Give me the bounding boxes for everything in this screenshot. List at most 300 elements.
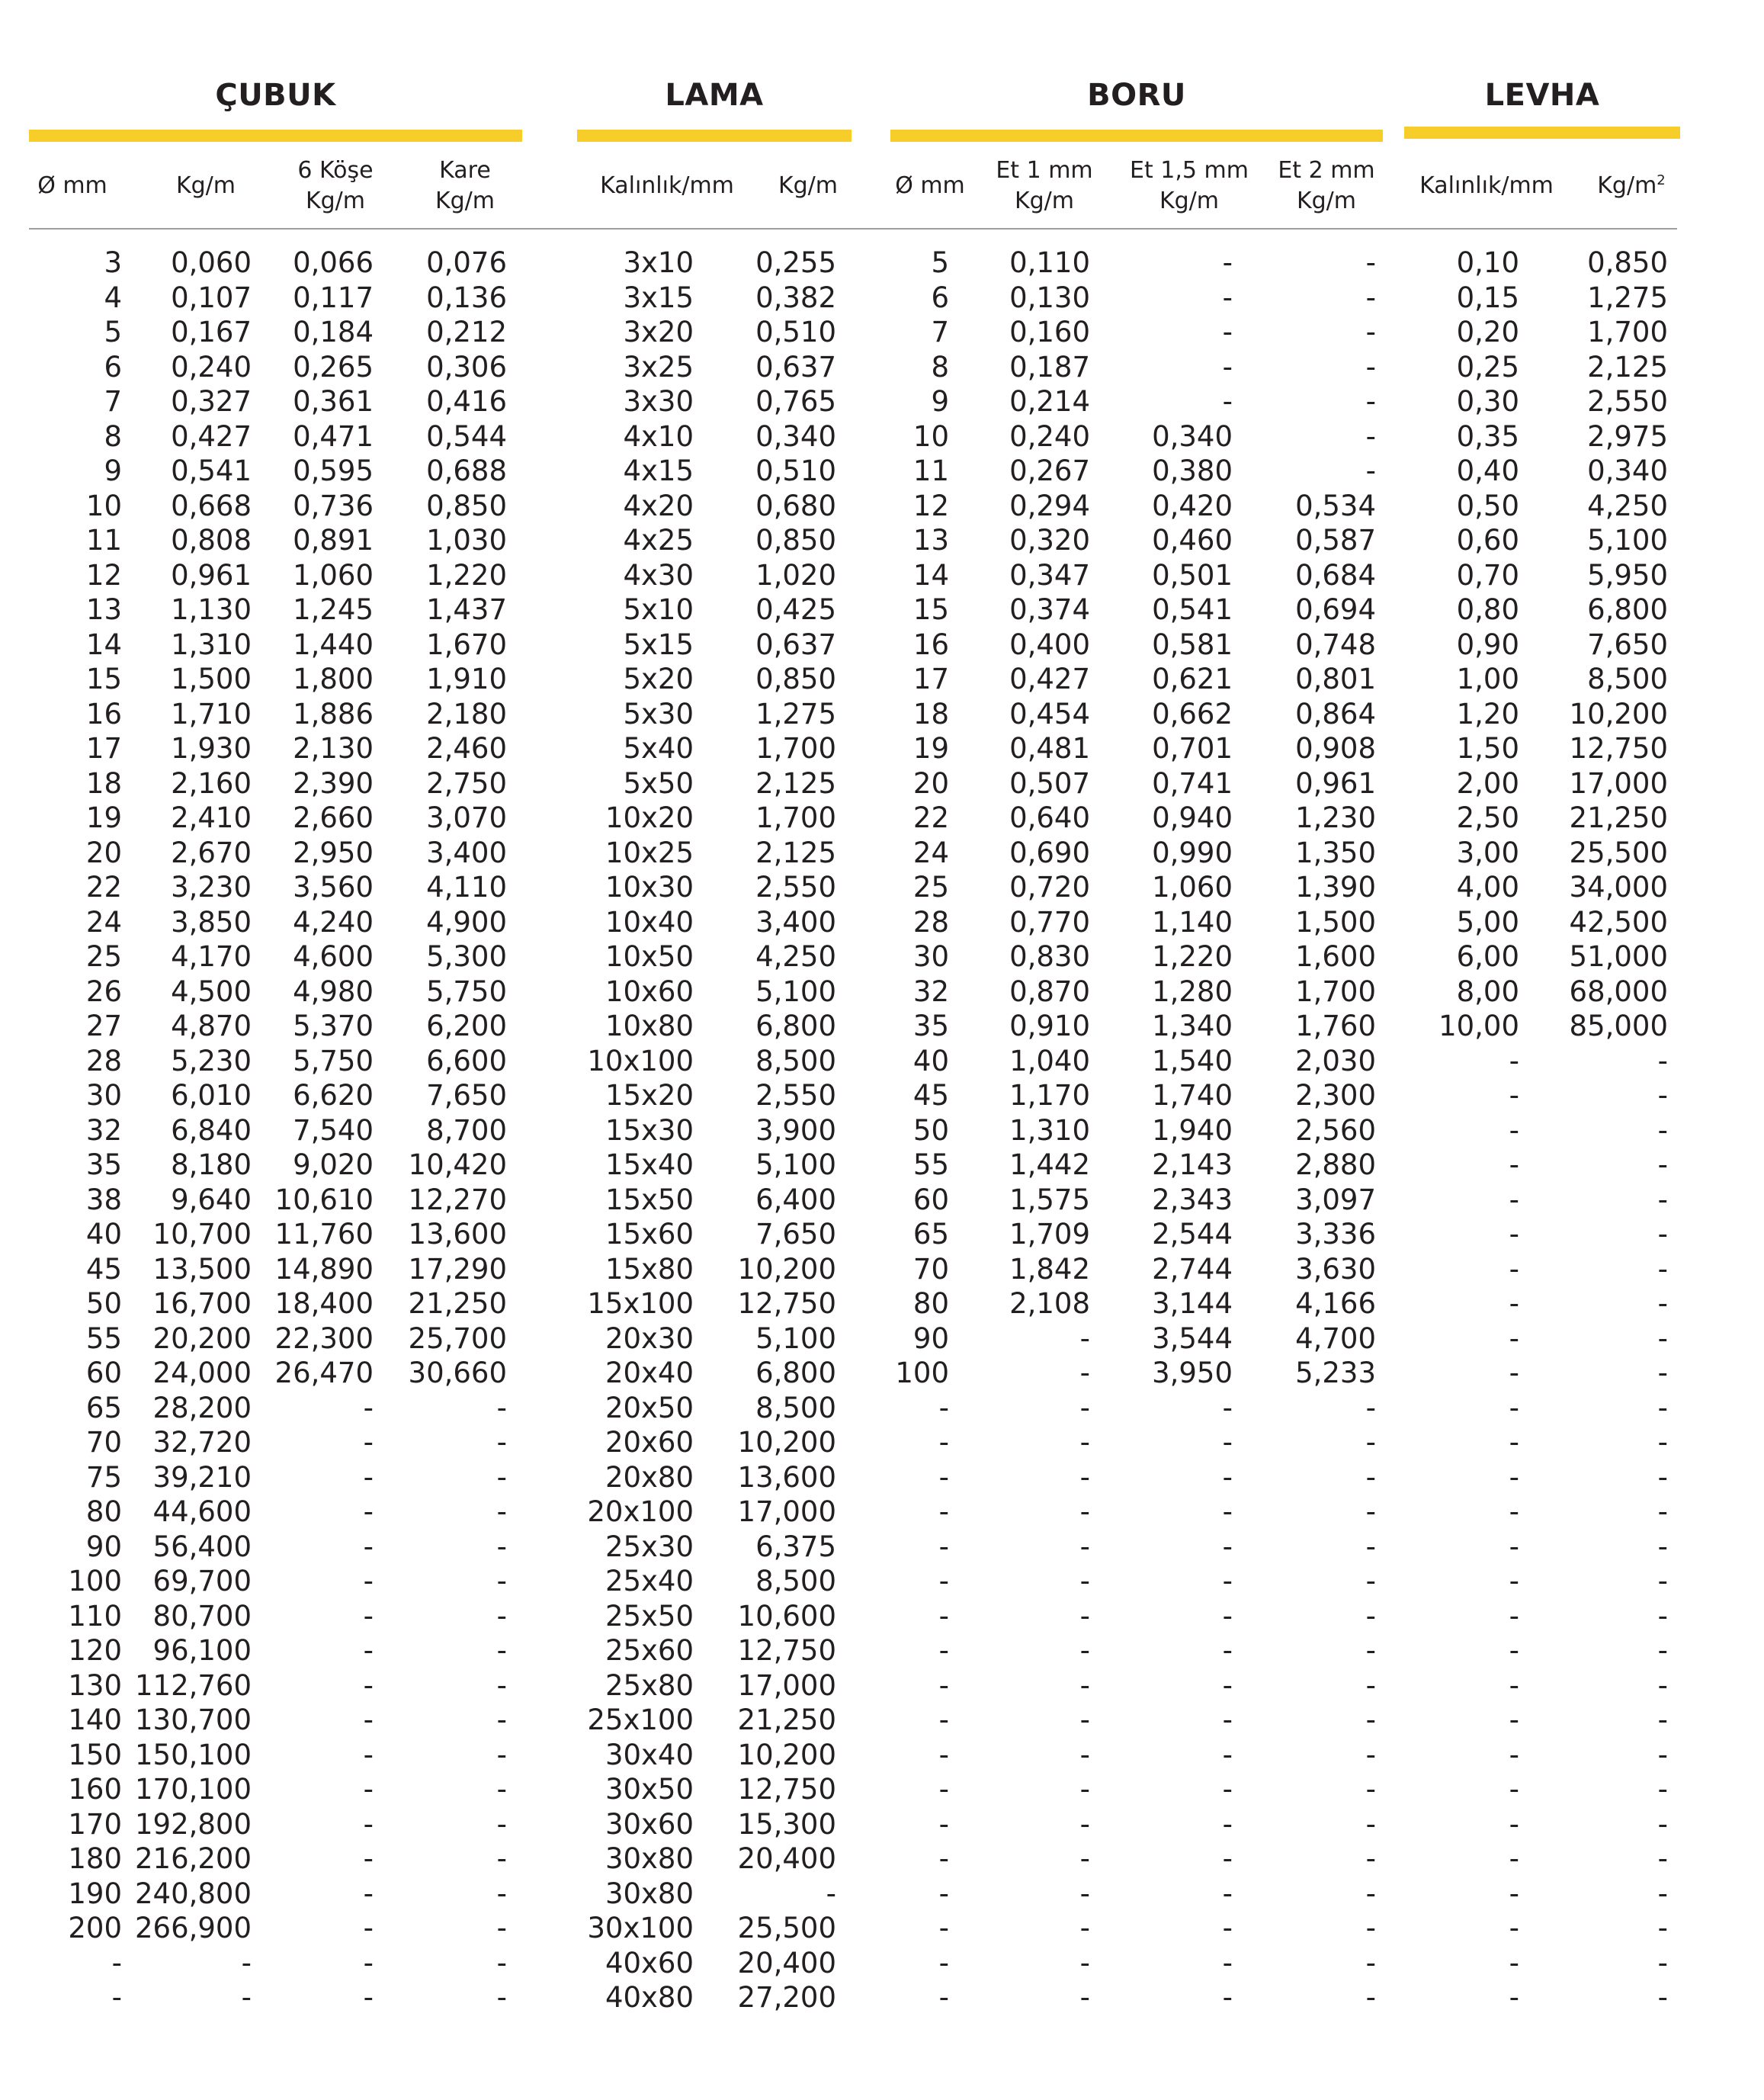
cell-cubuk_6k: 10,610 bbox=[274, 1183, 374, 1216]
cell-cubuk_kg: 3,230 bbox=[171, 871, 252, 904]
cell-cubuk_kare: 25,700 bbox=[408, 1321, 507, 1355]
cell-cubuk_kg: 24,000 bbox=[152, 1357, 252, 1389]
cell-boru_dia: 30 bbox=[912, 940, 949, 973]
cell-lama_kal: 3x10 bbox=[623, 246, 694, 279]
cell-levha_kal: 0,25 bbox=[1456, 350, 1519, 384]
table-row bbox=[0, 315, 1764, 350]
cell-boru_et15: - bbox=[1222, 1946, 1233, 1980]
cell-cubuk_6k: 2,950 bbox=[293, 836, 374, 869]
col-header-boru-et2: Et 2 mm Kg/m bbox=[1278, 157, 1375, 214]
cell-boru_et2: - bbox=[1365, 281, 1376, 314]
cell-lama_kg: - bbox=[826, 1877, 836, 1910]
cell-lama_kal: 10x60 bbox=[605, 975, 694, 1008]
cell-lama_kal: 3x15 bbox=[623, 281, 694, 314]
cell-levha_kal: - bbox=[1509, 1357, 1519, 1389]
cell-levha_kg: 10,200 bbox=[1569, 697, 1668, 731]
cell-boru_et2: 0,534 bbox=[1295, 489, 1376, 522]
cell-cubuk_dia: 190 bbox=[68, 1877, 122, 1910]
cell-boru_dia: - bbox=[938, 1842, 949, 1875]
col-header-lama-kalinlik: Kalınlık/mm bbox=[600, 172, 734, 199]
cell-cubuk_kg: 16,700 bbox=[152, 1287, 252, 1320]
cell-boru_et2: - bbox=[1365, 1426, 1376, 1459]
cell-boru_dia: 50 bbox=[912, 1113, 949, 1147]
cell-boru_dia: 17 bbox=[912, 663, 949, 695]
cell-cubuk_dia: 15 bbox=[85, 663, 122, 695]
cell-levha_kg: - bbox=[1657, 1981, 1668, 2014]
cell-lama_kg: 6,800 bbox=[755, 1010, 836, 1042]
cell-cubuk_kare: 0,306 bbox=[426, 350, 507, 384]
cell-boru_et2: 5,233 bbox=[1295, 1357, 1376, 1389]
cell-boru_et15: 0,380 bbox=[1152, 454, 1233, 487]
cell-levha_kal: 8,00 bbox=[1456, 975, 1519, 1008]
cell-cubuk_kare: 0,850 bbox=[426, 489, 507, 522]
cell-levha_kal: - bbox=[1509, 1079, 1519, 1112]
cell-boru_dia: 10 bbox=[912, 419, 949, 453]
cell-levha_kg: 68,000 bbox=[1569, 975, 1668, 1008]
cell-cubuk_dia: 75 bbox=[85, 1460, 122, 1494]
cell-lama_kg: 0,510 bbox=[755, 454, 836, 487]
cell-lama_kg: 13,600 bbox=[737, 1460, 836, 1494]
cell-lama_kg: 0,637 bbox=[755, 350, 836, 384]
cell-boru_et15: 3,950 bbox=[1152, 1357, 1233, 1389]
cell-cubuk_kare: 13,600 bbox=[408, 1218, 507, 1251]
table-row bbox=[0, 1807, 1764, 1842]
cell-lama_kg: 0,510 bbox=[755, 316, 836, 348]
cell-lama_kal: 15x50 bbox=[605, 1183, 694, 1216]
cell-boru_dia: 7 bbox=[931, 316, 949, 348]
cell-lama_kg: 1,700 bbox=[755, 732, 836, 765]
cell-boru_et15: - bbox=[1222, 1391, 1233, 1424]
cell-levha_kal: 2,00 bbox=[1456, 766, 1519, 800]
cell-lama_kal: 3x30 bbox=[623, 385, 694, 418]
cell-cubuk_kg: 28,200 bbox=[152, 1391, 252, 1424]
cell-boru_et15: - bbox=[1222, 1773, 1233, 1806]
cell-levha_kal: - bbox=[1509, 1495, 1519, 1528]
cell-cubuk_dia: 120 bbox=[68, 1634, 122, 1667]
cell-levha_kal: 4,00 bbox=[1456, 871, 1519, 904]
table-row bbox=[0, 1356, 1764, 1391]
cell-boru_et15: - bbox=[1222, 385, 1233, 418]
cell-cubuk_dia: 140 bbox=[68, 1703, 122, 1736]
cell-levha_kal: 0,60 bbox=[1456, 524, 1519, 557]
cell-boru_dia: - bbox=[938, 1565, 949, 1597]
cell-cubuk_6k: - bbox=[363, 1634, 374, 1667]
cell-levha_kal: - bbox=[1509, 1113, 1519, 1147]
cell-boru_et1: 0,507 bbox=[1009, 766, 1090, 800]
cell-cubuk_6k: - bbox=[363, 1912, 374, 1944]
cell-cubuk_kg: 6,840 bbox=[171, 1113, 252, 1147]
cell-cubuk_6k: 2,390 bbox=[293, 766, 374, 800]
cell-boru_et15: - bbox=[1222, 1877, 1233, 1910]
cell-lama_kal: 15x100 bbox=[587, 1287, 694, 1320]
cell-boru_dia: 9 bbox=[931, 385, 949, 418]
cell-lama_kg: 21,250 bbox=[737, 1703, 836, 1736]
cell-boru_dia: 20 bbox=[912, 766, 949, 800]
table-row bbox=[0, 1113, 1764, 1148]
weight-table-body bbox=[0, 246, 1764, 2015]
cell-lama_kal: 25x100 bbox=[587, 1703, 694, 1736]
cell-boru_et1: - bbox=[1079, 1807, 1090, 1841]
table-row bbox=[0, 1044, 1764, 1079]
cell-boru_et2: 0,587 bbox=[1295, 524, 1376, 557]
cell-cubuk_kare: 1,670 bbox=[426, 628, 507, 661]
cell-levha_kal: 0,90 bbox=[1456, 628, 1519, 661]
cell-cubuk_kare: 2,460 bbox=[426, 732, 507, 765]
cell-cubuk_6k: 4,980 bbox=[293, 975, 374, 1008]
cell-cubuk_kare: 6,200 bbox=[426, 1010, 507, 1042]
cell-cubuk_kg: 20,200 bbox=[152, 1321, 252, 1355]
cell-boru_et15: - bbox=[1222, 1807, 1233, 1841]
cell-cubuk_6k: - bbox=[363, 1877, 374, 1910]
cell-levha_kal: - bbox=[1509, 1321, 1519, 1355]
cell-levha_kal: - bbox=[1509, 1807, 1519, 1841]
cell-boru_et1: - bbox=[1079, 1668, 1090, 1702]
cell-cubuk_6k: 0,891 bbox=[293, 524, 374, 557]
cell-cubuk_kg: 3,850 bbox=[171, 905, 252, 939]
cell-boru_et15: 0,940 bbox=[1152, 801, 1233, 834]
cell-lama_kal: 3x20 bbox=[623, 316, 694, 348]
cell-cubuk_kare: - bbox=[496, 1877, 507, 1910]
cell-levha_kg: 0,850 bbox=[1587, 246, 1668, 279]
cell-cubuk_kare: 6,600 bbox=[426, 1044, 507, 1077]
cell-cubuk_6k: 4,240 bbox=[293, 905, 374, 939]
cell-boru_et2: 0,684 bbox=[1295, 558, 1376, 592]
cell-levha_kal: - bbox=[1509, 1981, 1519, 2014]
cell-lama_kal: 15x80 bbox=[605, 1252, 694, 1286]
table-row bbox=[0, 1703, 1764, 1738]
cell-boru_et2: 0,748 bbox=[1295, 628, 1376, 661]
cell-levha_kal: - bbox=[1509, 1460, 1519, 1494]
cell-levha_kal: - bbox=[1509, 1946, 1519, 1980]
cell-boru_et1: 1,442 bbox=[1009, 1148, 1090, 1181]
cell-cubuk_dia: 38 bbox=[85, 1183, 122, 1216]
cell-cubuk_kare: 0,136 bbox=[426, 281, 507, 314]
cell-boru_et15: - bbox=[1222, 1912, 1233, 1944]
cell-boru_dia: 16 bbox=[912, 628, 949, 661]
cell-boru_et15: 3,144 bbox=[1152, 1287, 1233, 1320]
cell-cubuk_dia: 50 bbox=[85, 1287, 122, 1320]
cell-lama_kal: 20x100 bbox=[587, 1495, 694, 1528]
cell-cubuk_6k: - bbox=[363, 1495, 374, 1528]
cell-cubuk_kg: 240,800 bbox=[134, 1877, 252, 1910]
table-row bbox=[0, 975, 1764, 1010]
cell-lama_kg: 2,550 bbox=[755, 1079, 836, 1112]
cell-cubuk_kg: 0,808 bbox=[171, 524, 252, 557]
cell-boru_et15: 0,501 bbox=[1152, 558, 1233, 592]
cell-cubuk_kg: 32,720 bbox=[152, 1426, 252, 1459]
cell-cubuk_kg: 69,700 bbox=[152, 1565, 252, 1597]
cell-cubuk_kare: 0,416 bbox=[426, 385, 507, 418]
cell-boru_dia: - bbox=[938, 1738, 949, 1771]
cell-boru_et2: - bbox=[1365, 1842, 1376, 1875]
cell-cubuk_dia: 8 bbox=[104, 419, 122, 453]
cell-cubuk_dia: 16 bbox=[85, 697, 122, 731]
cell-boru_et15: 0,420 bbox=[1152, 489, 1233, 522]
cell-boru_et1: 0,910 bbox=[1009, 1010, 1090, 1042]
cell-boru_et1: 0,130 bbox=[1009, 281, 1090, 314]
table-row bbox=[0, 489, 1764, 524]
cell-levha_kal: 0,20 bbox=[1456, 316, 1519, 348]
table-row bbox=[0, 1217, 1764, 1252]
cell-lama_kal: 10x100 bbox=[587, 1044, 694, 1077]
cell-cubuk_dia: 12 bbox=[85, 558, 122, 592]
cell-cubuk_6k: - bbox=[363, 1773, 374, 1806]
cell-cubuk_kg: 150,100 bbox=[134, 1738, 252, 1771]
table-row bbox=[0, 592, 1764, 628]
col-header-levha-kgm2: $Kg/m^2$ bbox=[1597, 172, 1666, 199]
cell-cubuk_dia: 150 bbox=[68, 1738, 122, 1771]
cell-cubuk_kare: 5,300 bbox=[426, 940, 507, 973]
cell-boru_et2: - bbox=[1365, 1391, 1376, 1424]
cell-boru_et1: 0,830 bbox=[1009, 940, 1090, 973]
cell-levha_kg: 17,000 bbox=[1569, 766, 1668, 800]
cell-boru_et1: 0,320 bbox=[1009, 524, 1090, 557]
cell-lama_kal: 5x30 bbox=[623, 697, 694, 731]
cell-boru_et15: - bbox=[1222, 1460, 1233, 1494]
table-row bbox=[0, 836, 1764, 871]
cell-levha_kg: - bbox=[1657, 1842, 1668, 1875]
group-title-lama: LAMA bbox=[665, 78, 764, 113]
cell-cubuk_kare: - bbox=[496, 1738, 507, 1771]
cell-cubuk_6k: 3,560 bbox=[293, 871, 374, 904]
cell-boru_et15: 0,990 bbox=[1152, 836, 1233, 869]
cell-boru_et2: - bbox=[1365, 1668, 1376, 1702]
cell-cubuk_6k: - bbox=[363, 1426, 374, 1459]
cell-lama_kal: 3x25 bbox=[623, 350, 694, 384]
cell-levha_kg: 1,700 bbox=[1587, 316, 1668, 348]
cell-boru_dia: 13 bbox=[912, 524, 949, 557]
cell-boru_et1: 0,454 bbox=[1009, 697, 1090, 731]
table-row bbox=[0, 1495, 1764, 1530]
cell-cubuk_kg: 4,870 bbox=[171, 1010, 252, 1042]
cell-cubuk_dia: - bbox=[111, 1981, 122, 2014]
cell-boru_et1: - bbox=[1079, 1634, 1090, 1667]
cell-boru_dia: - bbox=[938, 1703, 949, 1736]
table-row bbox=[0, 1183, 1764, 1218]
cell-cubuk_dia: 80 bbox=[85, 1495, 122, 1528]
cell-boru_et2: - bbox=[1365, 1599, 1376, 1633]
cell-levha_kal: - bbox=[1509, 1183, 1519, 1216]
table-row bbox=[0, 1772, 1764, 1807]
table-row bbox=[0, 1877, 1764, 1912]
cell-lama_kal: 25x40 bbox=[605, 1565, 694, 1597]
cell-levha_kal: 0,50 bbox=[1456, 489, 1519, 522]
cell-levha_kal: - bbox=[1509, 1877, 1519, 1910]
cell-cubuk_6k: 1,886 bbox=[293, 697, 374, 731]
cell-cubuk_kare: 4,900 bbox=[426, 905, 507, 939]
cell-boru_et15: - bbox=[1222, 1703, 1233, 1736]
cell-cubuk_6k: 1,800 bbox=[293, 663, 374, 695]
cell-boru_et2: - bbox=[1365, 316, 1376, 348]
cell-cubuk_kg: 130,700 bbox=[134, 1703, 252, 1736]
cell-cubuk_kare: 3,070 bbox=[426, 801, 507, 834]
cell-levha_kg: - bbox=[1657, 1495, 1668, 1528]
cell-lama_kg: 15,300 bbox=[737, 1807, 836, 1841]
cell-boru_et15: - bbox=[1222, 246, 1233, 279]
cell-boru_et1: - bbox=[1079, 1877, 1090, 1910]
cell-boru_et2: - bbox=[1365, 1946, 1376, 1980]
cell-lama_kal: 10x50 bbox=[605, 940, 694, 973]
cell-cubuk_kg: 2,410 bbox=[171, 801, 252, 834]
cell-lama_kg: 8,500 bbox=[755, 1044, 836, 1077]
cell-lama_kal: 5x40 bbox=[623, 732, 694, 765]
cell-cubuk_kare: 4,110 bbox=[426, 871, 507, 904]
cell-boru_dia: - bbox=[938, 1530, 949, 1563]
cell-lama_kg: 20,400 bbox=[737, 1946, 836, 1980]
table-row bbox=[0, 1842, 1764, 1877]
cell-cubuk_kg: 1,130 bbox=[171, 593, 252, 626]
cell-lama_kg: 2,125 bbox=[755, 836, 836, 869]
group-title-cubuk: ÇUBUK bbox=[215, 78, 336, 113]
cell-cubuk_6k: 14,890 bbox=[274, 1252, 374, 1286]
cell-boru_et15: 2,544 bbox=[1152, 1218, 1233, 1251]
cell-cubuk_kare: 3,400 bbox=[426, 836, 507, 869]
cell-boru_dia: 45 bbox=[912, 1079, 949, 1112]
cell-lama_kg: 17,000 bbox=[737, 1495, 836, 1528]
cell-boru_dia: 14 bbox=[912, 558, 949, 592]
cell-cubuk_6k: 0,361 bbox=[293, 385, 374, 418]
cell-cubuk_kg: - bbox=[241, 1946, 252, 1980]
cell-cubuk_dia: 28 bbox=[85, 1044, 122, 1077]
cell-boru_dia: 5 bbox=[931, 246, 949, 279]
cell-cubuk_kg: 5,230 bbox=[171, 1044, 252, 1077]
cell-boru_et1: 0,400 bbox=[1009, 628, 1090, 661]
cell-boru_et2: 2,030 bbox=[1295, 1044, 1376, 1077]
cell-boru_et2: - bbox=[1365, 1565, 1376, 1597]
cell-boru_et2: - bbox=[1365, 1877, 1376, 1910]
cell-boru_dia: 60 bbox=[912, 1183, 949, 1216]
cell-cubuk_6k: 2,660 bbox=[293, 801, 374, 834]
cell-boru_et2: - bbox=[1365, 1703, 1376, 1736]
cell-cubuk_kg: 192,800 bbox=[134, 1807, 252, 1841]
cell-boru_et15: 1,060 bbox=[1152, 871, 1233, 904]
cell-lama_kg: 0,765 bbox=[755, 385, 836, 418]
cell-boru_dia: - bbox=[938, 1946, 949, 1980]
cell-levha_kg: 51,000 bbox=[1569, 940, 1668, 973]
cell-lama_kg: 1,275 bbox=[755, 697, 836, 731]
cell-boru_et2: 0,961 bbox=[1295, 766, 1376, 800]
cell-cubuk_kg: 266,900 bbox=[134, 1912, 252, 1944]
cell-cubuk_kare: 12,270 bbox=[408, 1183, 507, 1216]
cell-boru_et15: 0,460 bbox=[1152, 524, 1233, 557]
cell-boru_et2: 0,908 bbox=[1295, 732, 1376, 765]
cell-levha_kal: 0,30 bbox=[1456, 385, 1519, 418]
cell-cubuk_dia: 60 bbox=[85, 1357, 122, 1389]
cell-lama_kg: 25,500 bbox=[737, 1912, 836, 1944]
table-row bbox=[0, 1668, 1764, 1703]
cell-cubuk_6k: - bbox=[363, 1599, 374, 1633]
col-header-cubuk-kare: Kare Kg/m bbox=[435, 157, 496, 214]
table-row bbox=[0, 246, 1764, 281]
cell-boru_et2: - bbox=[1365, 1807, 1376, 1841]
cell-cubuk_dia: 10 bbox=[85, 489, 122, 522]
cell-boru_et15: 1,140 bbox=[1152, 905, 1233, 939]
cell-boru_dia: 18 bbox=[912, 697, 949, 731]
cell-levha_kg: 6,800 bbox=[1587, 593, 1668, 626]
cell-levha_kal: 5,00 bbox=[1456, 905, 1519, 939]
table-row bbox=[0, 939, 1764, 975]
table-row bbox=[0, 1530, 1764, 1565]
cell-cubuk_dia: 6 bbox=[104, 350, 122, 384]
cell-boru_et2: 0,864 bbox=[1295, 697, 1376, 731]
cell-cubuk_kare: 1,030 bbox=[426, 524, 507, 557]
cell-boru_et15: - bbox=[1222, 1738, 1233, 1771]
cell-cubuk_dia: 17 bbox=[85, 732, 122, 765]
cell-cubuk_6k: - bbox=[363, 1703, 374, 1736]
cell-levha_kg: - bbox=[1657, 1391, 1668, 1424]
table-row bbox=[0, 1946, 1764, 1981]
cell-lama_kg: 7,650 bbox=[755, 1218, 836, 1251]
cell-levha_kal: 2,50 bbox=[1456, 801, 1519, 834]
cell-levha_kal: 1,00 bbox=[1456, 663, 1519, 695]
table-row bbox=[0, 1460, 1764, 1495]
cell-levha_kg: 85,000 bbox=[1569, 1010, 1668, 1042]
cell-levha_kal: - bbox=[1509, 1738, 1519, 1771]
cell-cubuk_6k: - bbox=[363, 1981, 374, 2014]
cell-boru_dia: 40 bbox=[912, 1044, 949, 1077]
cell-lama_kal: 15x30 bbox=[605, 1113, 694, 1147]
cell-levha_kal: - bbox=[1509, 1218, 1519, 1251]
col-header-cubuk-diameter: Ø mm bbox=[37, 172, 107, 199]
cell-cubuk_dia: 22 bbox=[85, 871, 122, 904]
cell-boru_et2: - bbox=[1365, 350, 1376, 384]
cell-cubuk_kare: 8,700 bbox=[426, 1113, 507, 1147]
cell-boru_dia: - bbox=[938, 1460, 949, 1494]
cell-levha_kal: - bbox=[1509, 1391, 1519, 1424]
cell-lama_kal: 15x20 bbox=[605, 1079, 694, 1112]
cell-levha_kal: - bbox=[1509, 1703, 1519, 1736]
cell-boru_et1: - bbox=[1079, 1773, 1090, 1806]
cell-cubuk_kare: - bbox=[496, 1912, 507, 1944]
cell-cubuk_kare: - bbox=[496, 1981, 507, 2014]
cell-cubuk_dia: 19 bbox=[85, 801, 122, 834]
cell-boru_et2: 3,630 bbox=[1295, 1252, 1376, 1286]
cell-levha_kal: - bbox=[1509, 1044, 1519, 1077]
cell-boru_dia: 32 bbox=[912, 975, 949, 1008]
cell-boru_et1: - bbox=[1079, 1946, 1090, 1980]
cell-boru_dia: - bbox=[938, 1391, 949, 1424]
cell-lama_kal: 30x100 bbox=[587, 1912, 694, 1944]
group-bar-cubuk bbox=[29, 130, 522, 142]
cell-lama_kg: 2,125 bbox=[755, 766, 836, 800]
cell-boru_et1: 0,294 bbox=[1009, 489, 1090, 522]
table-row bbox=[0, 1321, 1764, 1357]
cell-lama_kg: 0,850 bbox=[755, 524, 836, 557]
cell-levha_kg: - bbox=[1657, 1565, 1668, 1597]
cell-levha_kal: 0,70 bbox=[1456, 558, 1519, 592]
cell-cubuk_kg: 0,060 bbox=[171, 246, 252, 279]
cell-boru_et15: 3,544 bbox=[1152, 1321, 1233, 1355]
table-row bbox=[0, 1252, 1764, 1287]
cell-levha_kg: 2,125 bbox=[1587, 350, 1668, 384]
cell-lama_kal: 40x80 bbox=[605, 1981, 694, 2014]
cell-levha_kg: - bbox=[1657, 1044, 1668, 1077]
cell-cubuk_kare: - bbox=[496, 1773, 507, 1806]
cell-boru_et2: 0,694 bbox=[1295, 593, 1376, 626]
cell-boru_dia: 6 bbox=[931, 281, 949, 314]
table-row bbox=[0, 905, 1764, 940]
cell-cubuk_6k: 7,540 bbox=[293, 1113, 374, 1147]
cell-lama_kg: 1,020 bbox=[755, 558, 836, 592]
cell-boru_et15: - bbox=[1222, 1634, 1233, 1667]
cell-cubuk_dia: 160 bbox=[68, 1773, 122, 1806]
cell-lama_kal: 30x40 bbox=[605, 1738, 694, 1771]
cell-boru_et1: 0,160 bbox=[1009, 316, 1090, 348]
cell-boru_et2: - bbox=[1365, 385, 1376, 418]
cell-boru_et2: - bbox=[1365, 1912, 1376, 1944]
cell-cubuk_kare: - bbox=[496, 1807, 507, 1841]
cell-lama_kg: 12,750 bbox=[737, 1287, 836, 1320]
